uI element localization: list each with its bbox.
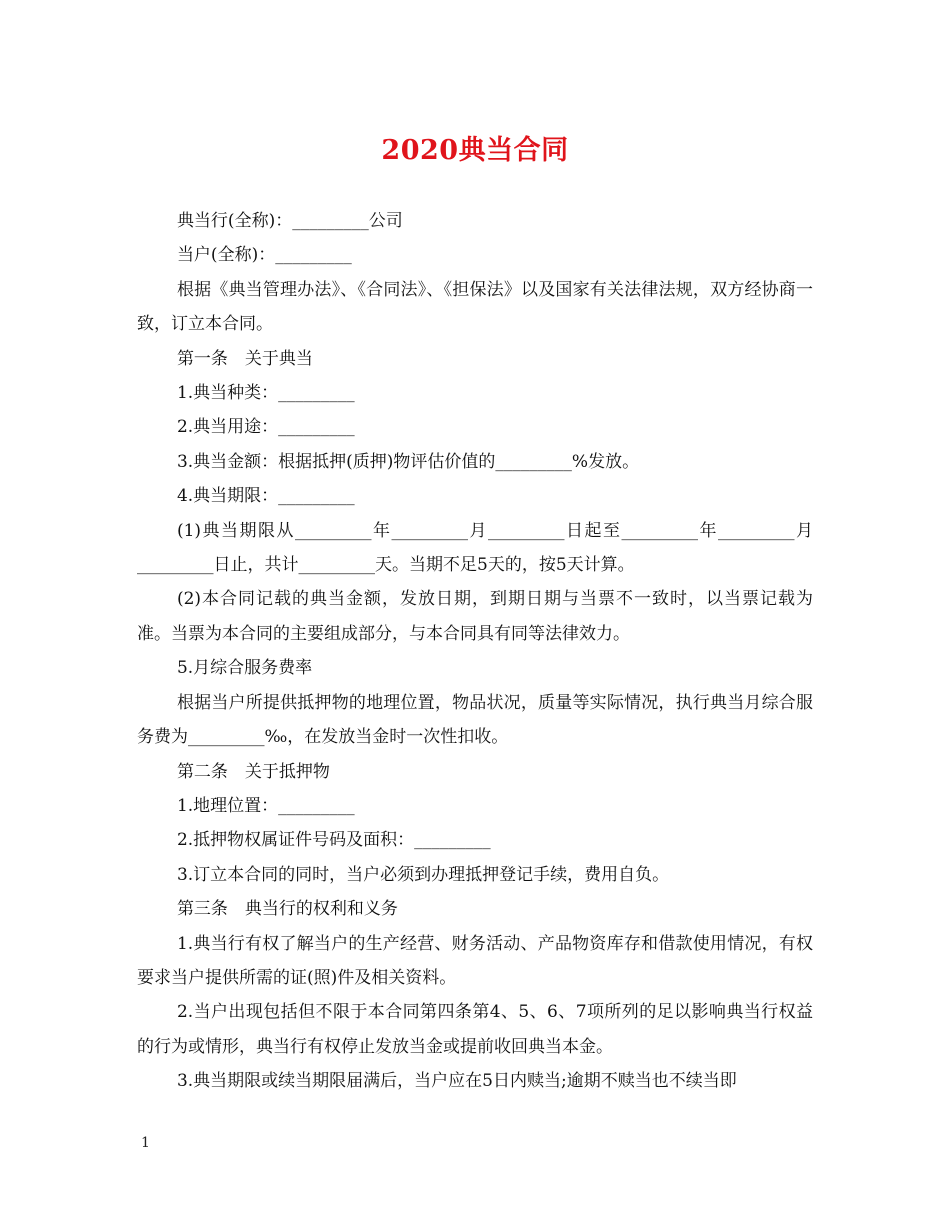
clause-term-detail-1: (1)典当期限从_________年_________月_________日起至_________年_________月_________日止，共计_________天。当期不足5天的，按5天计算。: [137, 520, 813, 576]
clause-pawn-amount: 3.典当金额：根据抵押(质押)物评估价值的_________%发放。: [176, 451, 640, 472]
clause-term-detail-2: (2)本合同记载的典当金额，发放日期，到期日期与当票不一致时，以当票记载为准。当票为本合同的主要组成部分，与本合同具有同等法律效力。: [137, 589, 813, 644]
party-pawnshop-line: 典当行(全称)：_________公司: [176, 211, 403, 231]
document-body: [137, 204, 813, 1099]
clause-right-1: 1.典当行有权了解当户的生产经营、财务活动、产品物资库存和借款使用情况，有权要求当户提供所需的证(照)件及相关资料。: [137, 933, 813, 988]
clause-right-3: 3.典当期限或续当期限届满后，当户应在5日内赎当;逾期不赎当也不续当即: [176, 1071, 737, 1092]
clause-pawn-term: 4.典当期限：_________: [176, 486, 355, 507]
article-3-heading: 第三条 典当行的权利和义务: [176, 899, 398, 920]
clause-pawn-type: 1.典当种类：_________: [176, 383, 355, 404]
clause-pawn-purpose: 2.典当用途：_________: [176, 417, 355, 438]
document-title: 2020典当合同: [381, 135, 569, 166]
preamble-paragraph: 根据《典当管理办法》、《合同法》、《担保法》以及国家有关法律法规，双方经协商一致，订立本合同。: [137, 279, 813, 335]
clause-right-2: 2.当户出现包括但不限于本合同第四条第4、5、6、7项所列的足以影响典当行权益的行为或情形，典当行有权停止发放当金或提前收回典当本金。: [137, 1002, 813, 1057]
article-1-heading: 第一条 关于典当: [176, 348, 313, 369]
clause-service-fee-detail: 根据当户所提供抵押物的地理位置，物品状况，质量等实际情况，执行典当月综合服务费为_________‰，在发放当金时一次性扣收。: [137, 692, 813, 748]
clause-certificate: 2.抵押物权属证件号码及面积：_________: [176, 830, 491, 851]
party-client-line: 当户(全称)：_________: [176, 245, 352, 266]
clause-registration: 3.订立本合同的同时，当户必须到办理抵押登记手续，费用自负。: [176, 864, 670, 885]
page-number: 1: [141, 1135, 150, 1151]
clause-location: 1.地理位置：_________: [176, 795, 355, 816]
clause-service-fee-heading: 5.月综合服务费率: [176, 658, 313, 679]
article-2-heading: 第二条 关于抵押物: [176, 761, 330, 782]
